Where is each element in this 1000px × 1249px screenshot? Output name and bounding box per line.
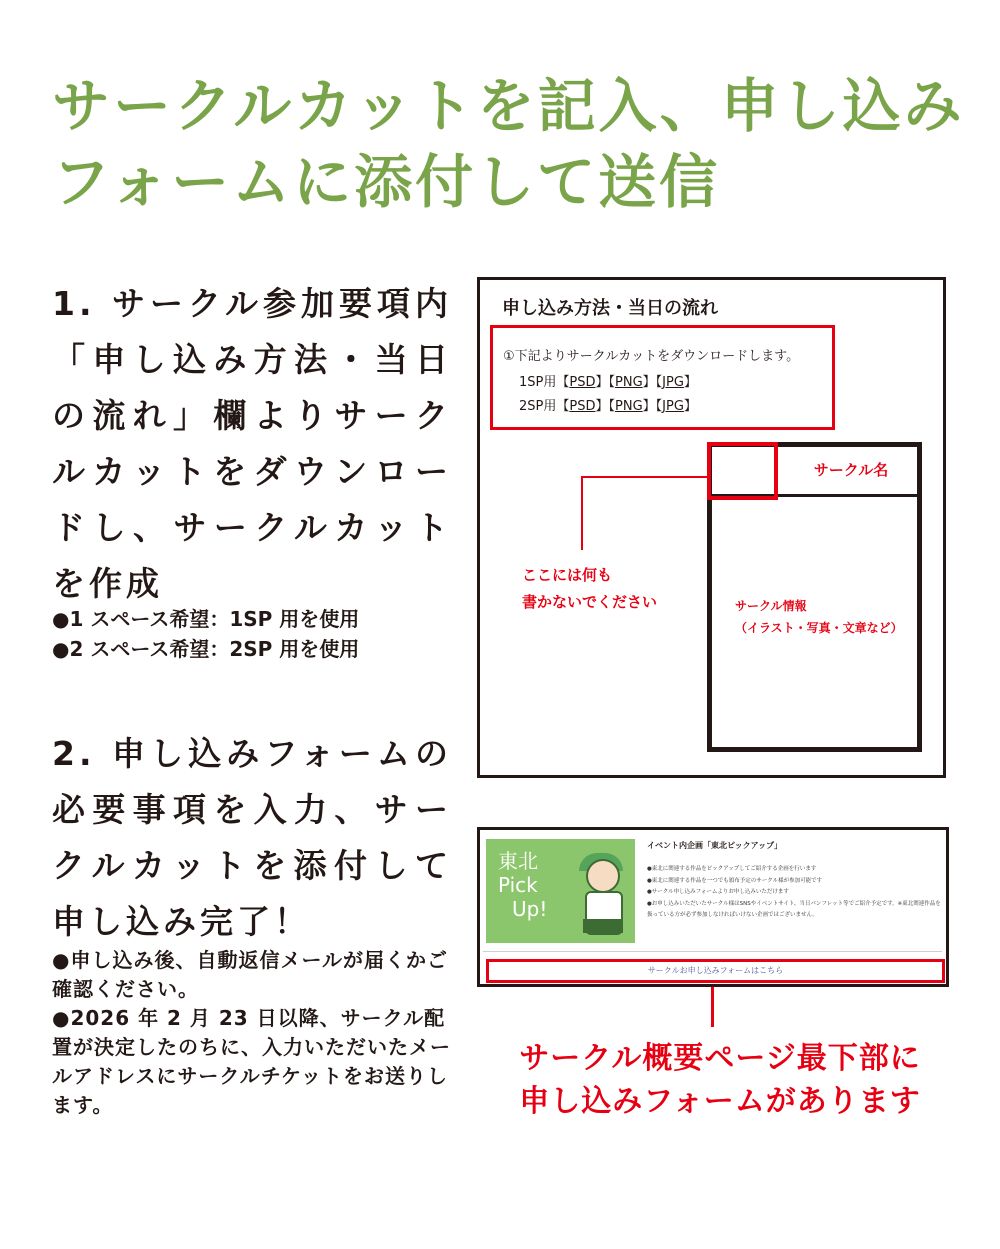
list-item: ●東北に関連する作品をピックアップしてご紹介する企画を行います: [647, 866, 817, 872]
step2-heading: 2. 申し込みフォームの必要事項を入力、サークルカットを添付して申し込み完了！: [52, 734, 452, 941]
character-illustration: [586, 859, 620, 893]
tohoku-pickup-banner: [486, 839, 635, 943]
jpg-link[interactable]: JPG: [662, 399, 684, 414]
character-skirt: [583, 919, 623, 933]
bracket: 】【: [642, 399, 663, 414]
step1-bullets: [52, 604, 452, 664]
bracket: 】: [683, 399, 697, 414]
section-heading: 申し込み方法・当日の流れ: [502, 298, 718, 319]
psd-link[interactable]: PSD: [569, 375, 596, 390]
step1-heading: 1. サークル参加要項内「申し込み方法・当日の流れ」欄よりサークルカットをダウンロードし、サークルカットを作成: [52, 284, 452, 603]
step2-bullet: ●申し込み後、自動返信メールが届くかご確認ください。: [52, 948, 449, 1001]
download-screenshot: [477, 277, 946, 778]
event-description-list: [647, 864, 943, 922]
note-line: ここには何も: [522, 566, 613, 584]
list-item: ●お申し込みいただいたサークル様はSNSやイベントサイト、当日パンフレット等でご紹介予定です。※東北関連作品を扱っている方が必ず参加しなければいけない企画ではございません。: [647, 900, 941, 918]
bracket: 】: [683, 375, 697, 390]
bracket: 【: [556, 375, 570, 390]
note-line: サークル概要ページ最下部に: [519, 1041, 921, 1076]
banner-line: Pick: [498, 873, 538, 897]
download-instruction: ①下記よりサークルカットをダウンロードします。: [503, 349, 800, 364]
row-label: 2SP用: [519, 399, 557, 414]
jpg-link[interactable]: JPG: [662, 375, 684, 390]
step2-bullets: [52, 946, 452, 1120]
list-item: ●サークル申し込みフォームよりお申し込みいただけます: [647, 889, 789, 895]
download-row-2sp: [519, 395, 697, 414]
psd-link[interactable]: PSD: [569, 399, 596, 414]
pointer-line: [711, 987, 714, 1027]
row-label: 1SP用: [519, 375, 557, 390]
blank-corner-highlight: [707, 442, 778, 500]
banner-line: Up!: [512, 897, 548, 921]
note-line: 書かないでください: [522, 593, 658, 611]
bracket: 】【: [595, 399, 616, 414]
circle-info-label: [735, 595, 903, 639]
bracket: 】【: [642, 375, 663, 390]
step1-bullet: ●1 スペース希望：1SP 用を使用: [52, 607, 360, 631]
bracket: 】【: [595, 375, 616, 390]
png-link[interactable]: PNG: [615, 399, 643, 414]
note-line: 申し込みフォームがあります: [519, 1084, 921, 1119]
download-row-1sp: [519, 371, 697, 390]
divider: [483, 951, 942, 952]
circle-name-label: サークル名: [813, 461, 889, 479]
info-label: サークル情報: [735, 599, 807, 613]
banner-line: 東北: [498, 849, 538, 873]
step1-bullet: ●2 スペース希望：2SP 用を使用: [52, 637, 360, 661]
png-link[interactable]: PNG: [615, 375, 643, 390]
banner-text: [498, 849, 588, 921]
step2-bullet: ●2026 年 2 月 23 日以降、サークル配置が決定したのちに、入力いただいたメールアドレスにサークルチケットをお送りします。: [52, 1006, 451, 1117]
info-detail: （イラスト・写真・文章など）: [735, 621, 903, 635]
page-title: サークルカットを記入、申し込みフォームに添付して送信: [52, 72, 965, 216]
event-title: イベント内企画「東北ピックアップ」: [647, 841, 783, 850]
event-page-screenshot: [477, 827, 949, 987]
download-highlight-box: [490, 325, 835, 430]
circle-form-link[interactable]: サークルお申し込みフォームはこちら: [486, 959, 945, 983]
blank-area-note: [522, 562, 657, 616]
pointer-line: [581, 476, 583, 550]
pointer-line: [581, 476, 709, 478]
list-item: ●東北に関連する作品を一つでも頒布予定のサークル様が参加可能です: [647, 877, 823, 884]
form-location-note: [470, 1037, 970, 1123]
bracket: 【: [556, 399, 570, 414]
